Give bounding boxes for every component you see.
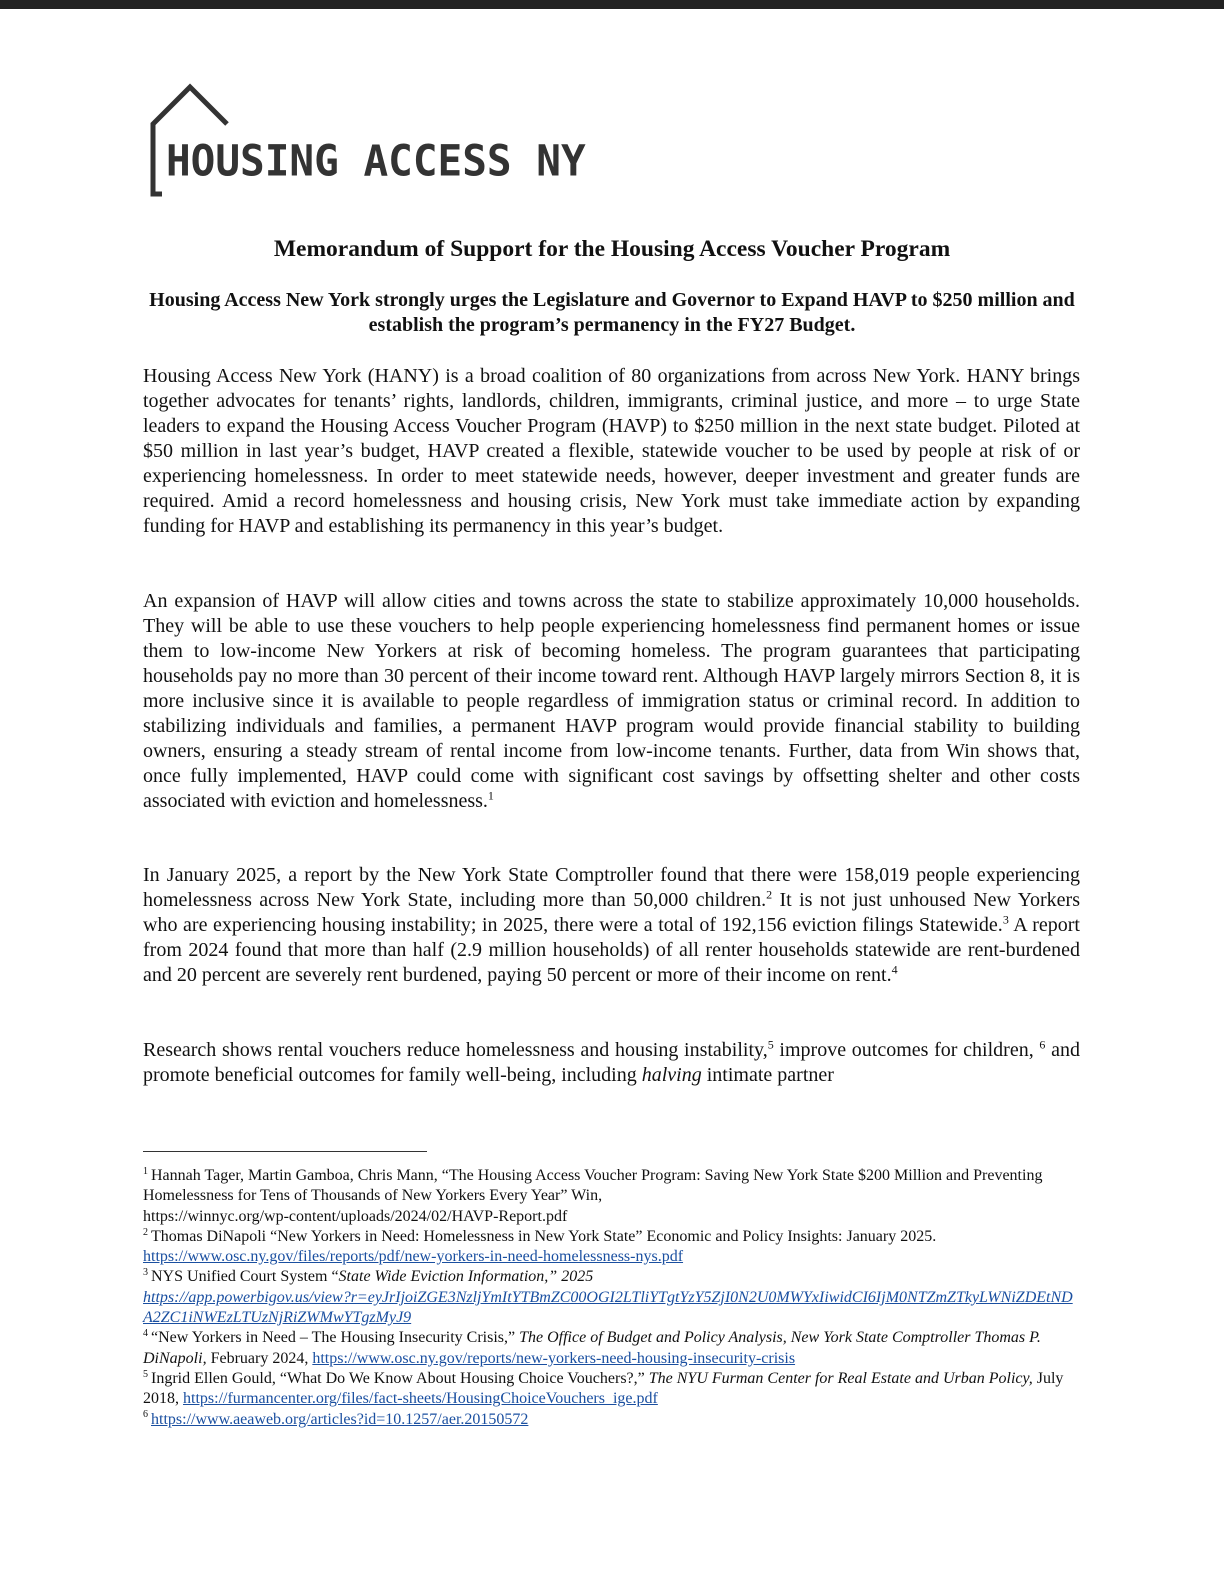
footnote-number: 1 <box>143 1165 148 1177</box>
paragraph-4-text-b: improve outcomes for children, <box>773 1039 1040 1061</box>
memo-title: Memorandum of Support for the Housing Access Voucher Program <box>273 236 951 262</box>
footnote-text: Hannah Tager, Martin Gamboa, Chris Mann, “The Housing Access Voucher Program: Saving New York State $200 Million and Preventing Homelessness for Tens of Thousands of New Yorkers Every Year” Win, <box>143 1167 1043 1205</box>
footnote-ref-2[interactable]: 2 <box>766 887 773 902</box>
footnote-link[interactable]: https://www.osc.ny.gov/reports/new-yorkers-need-housing-insecurity-crisis <box>312 1349 796 1367</box>
footnote-link[interactable]: https://app.powerbigov.us/view?r=eyJrIjoiZGE3NzljYmItYTBmZC00OGI2LTliYTgtYzY5ZjI0N2U0MWYxIiwidCI6IjM0NTZmZTkyLWNiZDEtNDA2ZC1iNWEzLTUzNjRiZWMwYTgzMyJ9 <box>143 1288 1073 1327</box>
paragraph-4 <box>143 1038 1080 1088</box>
housing-access-ny-logo <box>150 82 586 200</box>
top-border <box>0 0 1224 9</box>
footnote-italic-text: The Office of Budget and Policy Analysis, New York State Comptroller Thomas P. DiNapoli, <box>143 1329 1041 1367</box>
footnote-number: 5 <box>143 1368 148 1380</box>
footnote-3 <box>143 1267 1073 1328</box>
footnote-text: NYS Unified Court System “ <box>151 1268 339 1286</box>
footnote-ref-5[interactable]: 5 <box>767 1037 774 1052</box>
footnote-number: 2 <box>143 1226 148 1238</box>
footnote-text: “New Yorkers in Need – The Housing Insecurity Crisis,” <box>151 1329 520 1347</box>
footnote-number: 4 <box>143 1328 148 1340</box>
footnote-link[interactable]: https://www.aeaweb.org/articles?id=10.1257/aer.20150572 <box>151 1410 529 1428</box>
paragraph-2-text: An expansion of HAVP will allow cities and towns across the state to stabilize approximately 10,000 households. They will be able to use these vouchers to help people experiencing homelessness find permanent homes or issue them to low-income New Yorkers at risk of becoming homeless. The program guarantees that participating households pay no more than 30 percent of their income toward rent. Although HAVP largely mirrors Section 8, it is more inclusive since it is available to people regardless of immigration status or criminal record. In addition to stabilizing individuals and families, a permanent HAVP program would provide financial stability to building owners, ensuring a steady stream of rental income from low-income tenants. Further, data from Win shows that, once fully implemented, HAVP could come with significant cost savings by offsetting shelter and other costs associated with eviction and homelessness. <box>143 590 1080 812</box>
paragraph-1 <box>143 364 1080 539</box>
footnote-ref-3[interactable]: 3 <box>1002 912 1009 927</box>
footnote-italic-text: State Wide Eviction Information,” 2025 <box>338 1268 594 1286</box>
footnote-5 <box>143 1369 1073 1410</box>
paragraph-3-text-a: In January 2025, a report by the New York State Comptroller found that there were 158,019 people experiencing homelessness across New York State, including more than 50,000 children. <box>143 864 1080 911</box>
paragraph-3 <box>143 863 1080 988</box>
footnote-text: Thomas DiNapoli “New Yorkers in Need: Homelessness in New York State” Economic and Policy Insights: January 2025. <box>151 1227 937 1245</box>
footnote-text: Ingrid Ellen Gould, “What Do We Know About Housing Choice Vouchers?,” <box>151 1369 649 1387</box>
footnote-number: 3 <box>143 1267 148 1279</box>
footnote-text-2: July 2018, <box>143 1369 1064 1408</box>
paragraph-4-text-d: intimate partner <box>701 1064 834 1086</box>
paragraph-3-text-b: It is not just unhoused New Yorkers who are experiencing housing instability; in 2025, there were a total of 192,156 eviction filings Statewide. <box>143 889 1080 936</box>
footnotes <box>143 1166 1073 1430</box>
memo-subtitle: Housing Access New York strongly urges the Legislature and Governor to Expand HAVP to $250 million and establish the program’s permanency in the FY27 Budget. <box>149 289 1075 336</box>
footnote-separator <box>143 1151 427 1152</box>
footnote-italic-text: The NYU Furman Center for Real Estate and Urban Policy, <box>648 1369 1033 1387</box>
footnote-6 <box>143 1410 1073 1430</box>
paragraph-4-emphasis: halving <box>641 1064 702 1086</box>
paragraph-2 <box>143 589 1080 814</box>
paragraph-3-text-c: A report from 2024 found that more than half (2.9 million households) of all renter households statewide are rent-burdened and 20 percent are severely rent burdened, paying 50 percent or more of their income on rent. <box>143 914 1080 986</box>
footnote-link[interactable]: https://furmancenter.org/files/fact-sheets/HousingChoiceVouchers_ige.pdf <box>183 1390 658 1408</box>
paragraph-1-text: Housing Access New York (HANY) is a broad coalition of 80 organizations from across New York. HANY brings together advocates for tenants’ rights, landlords, children, immigrants, criminal justice, and more – to urge State leaders to expand the Housing Access Voucher Program (HAVP) to $250 million in the next state budget. Piloted at $50 million in last year’s budget, HAVP created a flexible, statewide voucher to be used by people at risk of or experiencing homelessness. In order to meet statewide needs, however, deeper investment and greater funds are required. Amid a record homelessness and housing crisis, New York must take immediate action by expanding funding for HAVP and establishing its permanency in this year’s budget. <box>143 365 1080 537</box>
paragraph-4-text-a: Research shows rental vouchers reduce homelessness and housing instability, <box>143 1039 768 1061</box>
footnote-1 <box>143 1166 1073 1227</box>
footnote-url-text: https://winnyc.org/wp-content/uploads/2024/02/HAVP-Report.pdf <box>143 1207 568 1225</box>
footnote-number: 6 <box>143 1409 148 1421</box>
paragraph-4-text-c: and promote beneficial outcomes for family well-being, including <box>143 1039 1080 1086</box>
footnote-4 <box>143 1328 1073 1369</box>
footnote-2 <box>143 1227 1073 1268</box>
footnote-ref-1[interactable]: 1 <box>487 788 494 803</box>
footnote-ref-6[interactable]: 6 <box>1039 1037 1046 1052</box>
footnote-ref-4[interactable]: 4 <box>891 962 898 977</box>
footnote-link[interactable]: https://www.osc.ny.gov/files/reports/pdf/new-yorkers-in-need-homelessness-nys.pdf <box>143 1248 684 1266</box>
footnote-text-2: February 2024, <box>206 1349 313 1367</box>
logo-text: HOUSING ACCESS NY <box>166 135 586 187</box>
